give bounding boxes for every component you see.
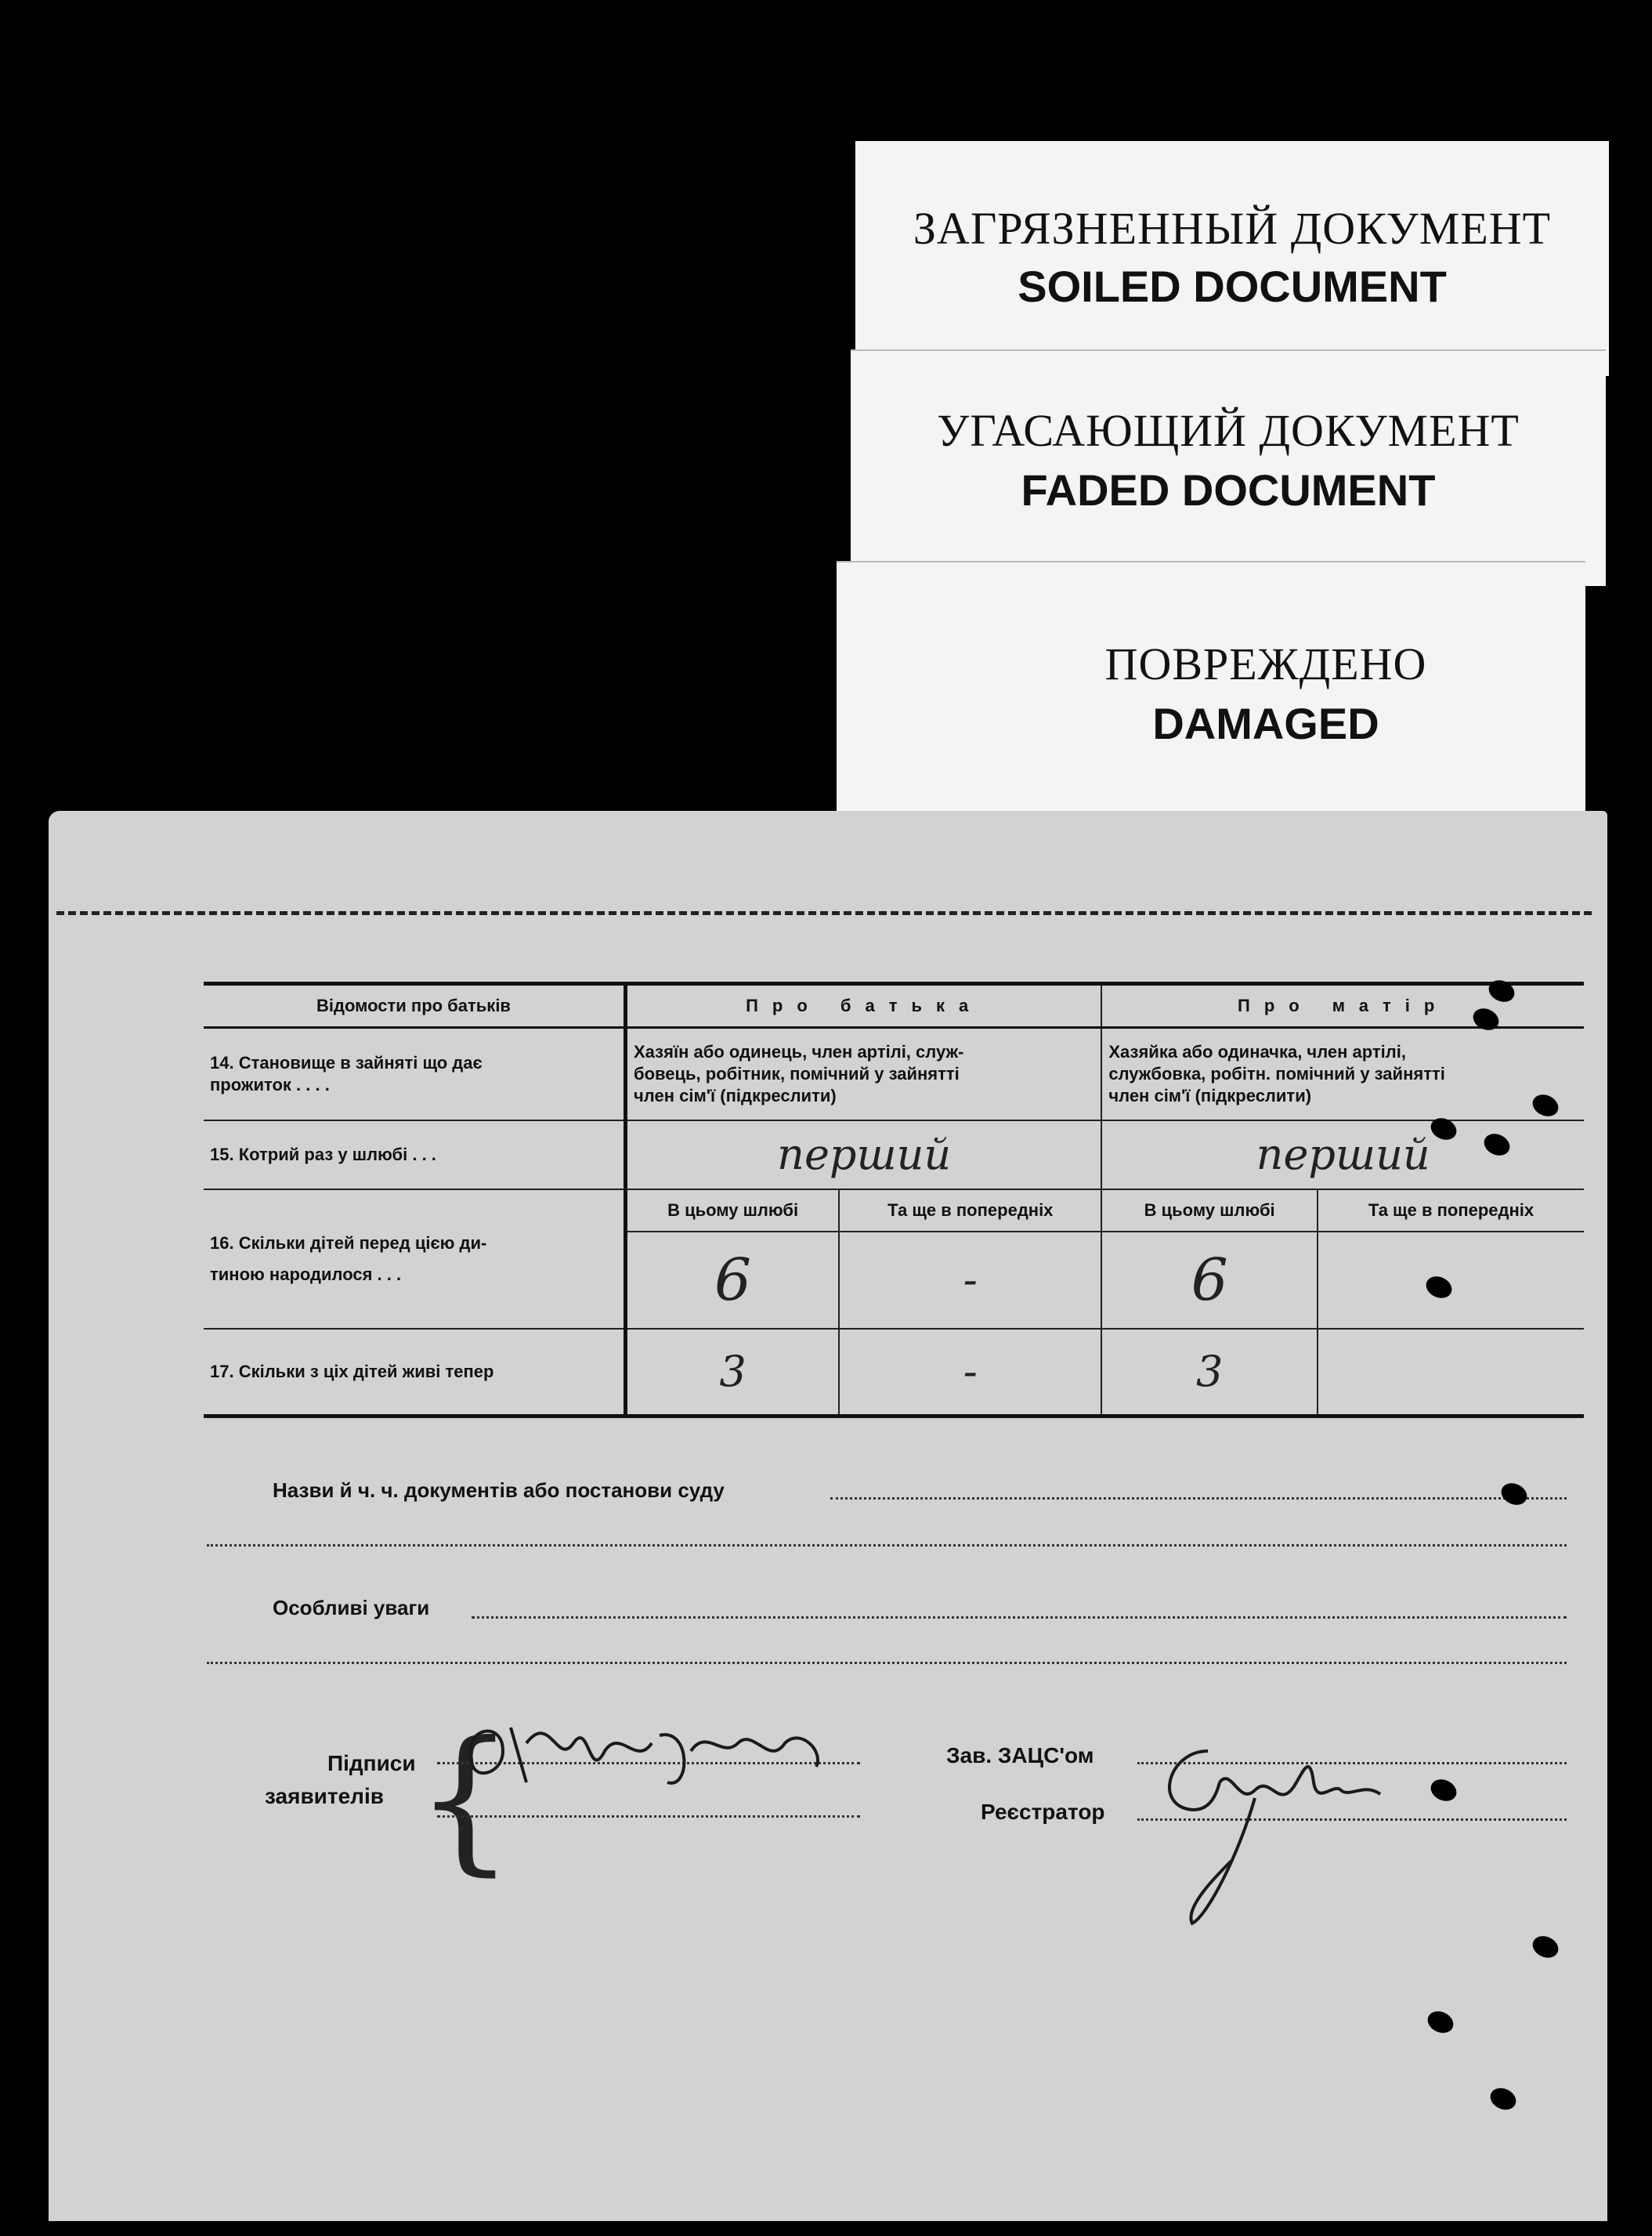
remarks-line-2 (207, 1662, 1567, 1664)
subheader-father-previous: Та ще в попередніх (839, 1189, 1101, 1232)
remarks-line (472, 1616, 1567, 1619)
row17-father-prev: - (839, 1329, 1101, 1416)
row14-label: 14. Становище в зайняті що дає прожиток . . . . (204, 1028, 626, 1120)
registration-form-sheet (49, 811, 1607, 2221)
applicants-label-2: заявителів (265, 1784, 384, 1808)
subheader-mother-previous: Та ще в попередніх (1318, 1189, 1584, 1232)
row17-mother-prev (1318, 1329, 1584, 1416)
row14-mother-options (1101, 1028, 1584, 1120)
damaged-label-en: DAMAGED (1152, 699, 1379, 748)
documents-label: Назви й ч. ч. документів або постанови суду (273, 1478, 725, 1502)
applicant-signature (456, 1696, 848, 1806)
row17-mother-this: 3 (1101, 1329, 1318, 1416)
row14-father-options (626, 1028, 1102, 1120)
applicant-signature-line-2 (437, 1815, 860, 1818)
soiled-document-label (855, 141, 1609, 376)
registrar-signature (1145, 1735, 1404, 1939)
damaged-document-label (837, 563, 1585, 821)
mother-occupation-line1: Хазяйка або одиначка, член артілі, (1108, 1041, 1406, 1062)
row15-mother-value: перший (1101, 1120, 1584, 1189)
father-occupation-line1: Хазяїн або одинець, член артілі, служ- (634, 1041, 964, 1062)
row16-mother-this: 6 (1101, 1232, 1318, 1329)
header-mother: Про матір (1101, 984, 1584, 1028)
header-parents-info: Відомости про батьків (204, 984, 626, 1028)
documents-line (830, 1497, 1567, 1500)
registrar-label: Реєстратор (981, 1800, 1105, 1824)
subheader-mother-this-marriage: В цьому шлюбі (1101, 1189, 1318, 1232)
row17-label: 17. Скільки з ціх дітей живі тепер (204, 1329, 626, 1416)
remarks-label: Особливі уваги (273, 1596, 430, 1619)
soiled-label-ru: ЗАГРЯЗНЕННЫЙ ДОКУМЕНТ (913, 203, 1552, 254)
soiled-label-en: SOILED DOCUMENT (1018, 262, 1447, 311)
faded-document-label (851, 351, 1606, 586)
father-occupation-line2: бовець, робітник, помічний у зайнятті (634, 1063, 960, 1084)
row16-father-prev: - (839, 1232, 1101, 1329)
father-occupation-line3: член сім'ї (підкреслити) (634, 1085, 837, 1105)
row16-mother-prev (1318, 1232, 1584, 1329)
mother-occupation-line3: член сім'ї (підкреслити) (1108, 1085, 1312, 1105)
applicants-label-1: Підписи (327, 1751, 416, 1775)
perforation-line (56, 911, 1592, 915)
row17-father-this: 3 (626, 1329, 840, 1416)
parents-info-table (204, 982, 1584, 1418)
row16-father-this: 6 (626, 1232, 840, 1329)
applicants-brace: { (415, 1708, 515, 1890)
row15-label: 15. Котрий раз у шлюбі . . . (204, 1120, 626, 1189)
faded-label-ru: УГАСАЮЩИЙ ДОКУМЕНТ (937, 405, 1520, 456)
mother-occupation-line2: службовка, робітн. помічний у зайнятті (1108, 1063, 1445, 1084)
header-father: Про батька (626, 984, 1102, 1028)
faded-label-en: FADED DOCUMENT (1021, 465, 1436, 515)
row16-label: 16. Скільки дітей перед цією ди- тиною народилося . . . (204, 1189, 626, 1329)
head-of-registry-label: Зав. ЗАЦС'ом (946, 1743, 1094, 1767)
documents-line-2 (207, 1544, 1567, 1547)
row15-father-value: перший (626, 1120, 1102, 1189)
damaged-label-ru: ПОВРЕЖДЕНО (1104, 639, 1427, 689)
subheader-father-this-marriage: В цьому шлюбі (626, 1189, 840, 1232)
